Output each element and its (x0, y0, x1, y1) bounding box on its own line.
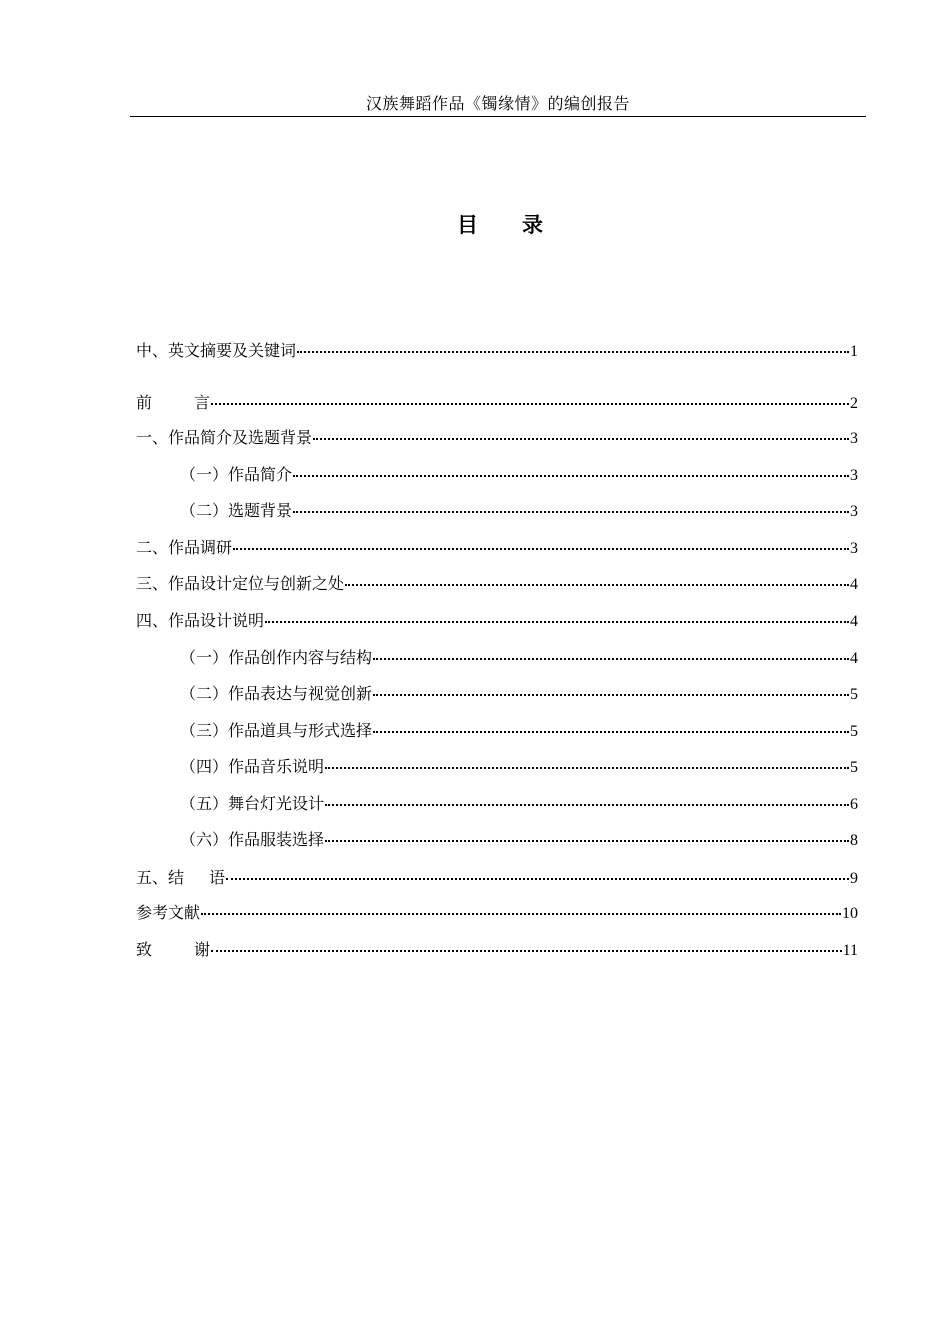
dot-leader (373, 658, 849, 660)
toc-entry-acknowledgements[interactable] (136, 939, 858, 961)
toc-entry-label: 参考文献 (136, 903, 201, 922)
toc-entry-label: （二）作品表达与视觉创新 (180, 684, 373, 703)
toc-page-number: 4 (850, 576, 858, 593)
toc-page-number: 5 (850, 686, 858, 703)
toc-page-number: 3 (850, 467, 858, 484)
toc-page-number: 10 (842, 905, 858, 922)
toc-entry-label: （二）选题背景 (180, 501, 293, 520)
toc-entry-label-part: 谢 (194, 940, 211, 959)
toc-entry-label: 四、作品设计说明 (136, 611, 265, 630)
toc-entry-label-part: 五、结 (136, 868, 185, 887)
dot-leader (325, 840, 849, 842)
toc-title (0, 211, 950, 239)
toc-entry-label: （四）作品音乐说明 (180, 757, 325, 776)
toc-entry-label: （一）作品创作内容与结构 (180, 648, 373, 667)
toc-entry-label: 三、作品设计定位与创新之处 (136, 574, 345, 593)
toc-title-char: 录 (522, 213, 543, 237)
toc-page-number: 2 (850, 395, 858, 412)
toc-entry-label: （六）作品服装选择 (180, 830, 325, 849)
toc-entry-section-1-1[interactable] (180, 464, 858, 486)
toc-page-number: 6 (850, 796, 858, 813)
toc-entry-label-part: 前 (136, 393, 153, 412)
toc-entry-section-4-4[interactable] (180, 756, 858, 778)
toc-entry-section-4-6[interactable] (180, 829, 858, 851)
toc-page-number: 3 (850, 503, 858, 520)
toc-page-number: 3 (850, 430, 858, 447)
toc-entry-section-4[interactable] (136, 610, 858, 632)
toc-page-number: 4 (850, 613, 858, 630)
dot-leader (293, 511, 849, 513)
toc-entry-label: 一、作品简介及选题背景 (136, 428, 313, 447)
toc-entry-section-1[interactable] (136, 427, 858, 449)
dot-leader (373, 731, 849, 733)
running-header: 汉族舞蹈作品《镯缘情》的编创报告 (365, 94, 630, 113)
dot-leader (211, 950, 842, 952)
toc-entry-preface[interactable] (136, 392, 858, 414)
toc-page-number: 4 (850, 650, 858, 667)
dot-leader (233, 548, 849, 550)
toc-entry-label (136, 867, 225, 889)
toc-entry-section-5[interactable] (136, 867, 858, 889)
toc-page-number: 9 (850, 870, 858, 887)
toc-entry-abstract[interactable] (136, 340, 858, 362)
toc-entry-label-part: 语 (209, 868, 226, 887)
toc-page-number: 8 (850, 832, 858, 849)
toc-entry-label: 中、英文摘要及关键词 (136, 341, 297, 360)
toc-entry-references[interactable] (136, 902, 858, 924)
toc-entry-section-4-2[interactable] (180, 683, 858, 705)
dot-leader (297, 351, 849, 353)
toc-page-number: 5 (850, 723, 858, 740)
dot-leader (211, 403, 849, 405)
dot-leader (265, 621, 849, 623)
toc-entry-section-3[interactable] (136, 573, 858, 595)
toc-entry-section-4-3[interactable] (180, 720, 858, 742)
dot-leader (293, 475, 849, 477)
toc-entry-label: 二、作品调研 (136, 538, 233, 557)
toc-entry-label-part: 致 (136, 940, 153, 959)
dot-leader (373, 694, 849, 696)
dot-leader (226, 878, 849, 880)
dot-leader (325, 767, 849, 769)
toc-page-number: 1 (850, 343, 858, 360)
toc-entry-label: （三）作品道具与形式选择 (180, 721, 373, 740)
toc-page-number: 5 (850, 759, 858, 776)
toc-entry-label: （一）作品简介 (180, 465, 293, 484)
dot-leader (345, 584, 849, 586)
toc-entry-label (136, 392, 210, 414)
dot-leader (313, 438, 849, 440)
toc-title-char: 目 (457, 213, 478, 237)
toc-entry-section-2[interactable] (136, 537, 858, 559)
dot-leader (325, 804, 849, 806)
header-rule (130, 116, 866, 117)
toc-page-number: 3 (850, 540, 858, 557)
toc-entry-section-1-2[interactable] (180, 500, 858, 522)
toc-entry-section-4-1[interactable] (180, 647, 858, 669)
toc-entry-label (136, 939, 210, 961)
toc-entry-section-4-5[interactable] (180, 793, 858, 815)
toc-entry-label: （五）舞台灯光设计 (180, 794, 325, 813)
toc-entry-label-part: 言 (194, 393, 211, 412)
dot-leader (201, 913, 841, 915)
toc-page-number: 11 (842, 942, 858, 959)
